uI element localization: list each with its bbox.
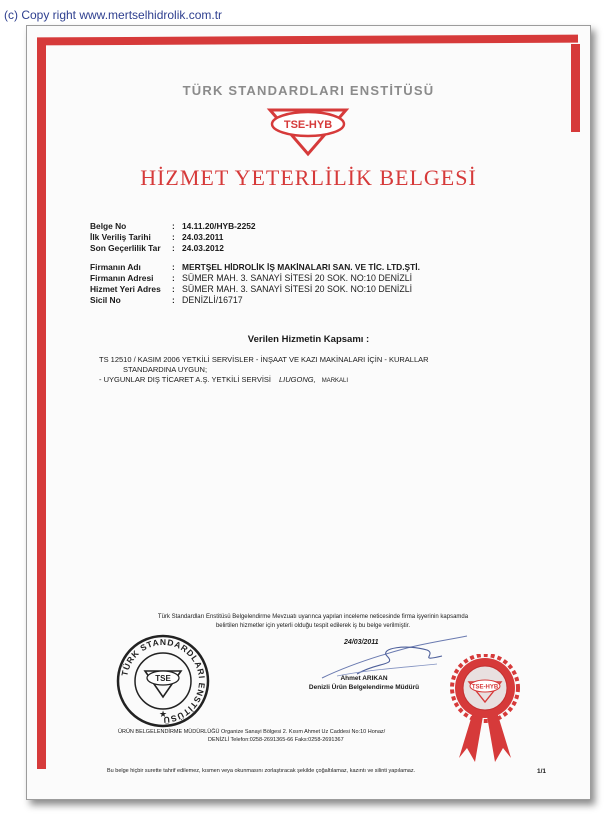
info-value: 14.11.20/HYB-2252 <box>182 221 256 231</box>
signer-title: Denizli Ürün Belgelendirme Müdürü <box>308 684 420 691</box>
info-colon: : <box>172 273 175 283</box>
info-colon: : <box>172 243 175 253</box>
scope-line-2: STANDARDINA UYGUN; <box>123 365 208 374</box>
page-number: 1/1 <box>537 768 547 775</box>
info-row-sicil-no <box>90 295 420 306</box>
red-rosette-seal <box>445 654 525 764</box>
certificate-info <box>90 221 420 306</box>
certificate-title: HİZMET YETERLİLİK BELGESİ <box>140 165 477 190</box>
info-value: SÜMER MAH. 3. SANAYİ SİTESİ 20 SOK. NO:10 DENİZLİ <box>182 273 413 283</box>
signer-name: Ahmet ARIKAN <box>340 675 388 682</box>
info-row-firma-adi <box>90 262 420 273</box>
address-line-2: DENİZLİ Telefon:0258-2691365-66 Faks:0258-2691367 <box>208 737 344 743</box>
footer-notice: Bu belge hiçbir surette tahrif edilemez, kısmen veya okunmasını zorlaştıracak şekilde çoğaltılamaz, kazıntı ve silinti yapılamaz. <box>107 768 416 774</box>
scope-line-1: TS 12510 / KASIM 2006 YETKİLİ SERVİSLER - İNŞAAT VE KAZI MAKİNALARI İÇİN - KURALLAR <box>99 355 429 364</box>
info-value: 24.03.2011 <box>182 232 224 242</box>
certificate-document <box>26 25 591 800</box>
info-label: Firmanın Adresi <box>90 273 154 283</box>
office-address <box>118 728 488 744</box>
scope-brand-note: MARKALI <box>321 378 349 384</box>
red-left-band <box>37 44 46 769</box>
info-colon: : <box>172 284 175 294</box>
info-row-son-gecerlilik <box>90 243 420 254</box>
legal-line-1: Türk Standardları Enstitüsü Belgelendirme Mevzuatı uyarınca yapılan inceleme neticesinde firma işyerinin kapsamda <box>157 614 469 620</box>
service-scope <box>99 355 539 386</box>
info-colon: : <box>172 221 175 231</box>
official-stamp <box>115 633 211 729</box>
legal-line-2: belirtilen hizmetler için yeterli olduğu tespit edilerek iş bu belge verilmiştir. <box>215 623 411 629</box>
address-line-1: ÜRÜN BELGELENDİRME MÜDÜRLÜĞÜ Organize Sanayi Bölgesi 2. Kısım Ahmet Uz Caddesi No:10 Honaz/ <box>118 729 386 735</box>
institute-name: TÜRK STANDARDLARI ENSTİTÜSÜ <box>182 83 435 98</box>
info-label: Belge No <box>90 221 127 231</box>
signer-block <box>279 674 449 692</box>
info-label: İlk Veriliş Tarihi <box>90 232 151 242</box>
info-value: SÜMER MAH. 3. SANAYİ SİTESİ 20 SOK. NO:10 DENİZLİ <box>182 284 413 294</box>
scope-heading: Verilen Hizmetin Kapsamı : <box>247 334 370 345</box>
info-colon: : <box>172 232 175 242</box>
info-row-hizmet-yeri <box>90 284 420 295</box>
info-value: DENİZLİ/16717 <box>182 295 243 305</box>
info-label: Sicil No <box>90 295 121 305</box>
scope-line-3-text: - UYGUNLAR DIŞ TİCARET A.Ş. YETKİLİ SERVİSİ <box>99 375 271 384</box>
issue-date: 24/03/2011 <box>344 639 379 646</box>
stamp-center-text: TSE <box>155 674 171 683</box>
rosette-text: TSE-HYB <box>471 684 499 691</box>
info-colon: : <box>172 295 175 305</box>
stamp-star-icon: ★ <box>158 709 168 719</box>
info-label: Hizmet Yeri Adres <box>90 284 161 294</box>
scope-brand: LIUGONG, <box>279 375 316 384</box>
logo-text: TSE-HYB <box>283 119 333 131</box>
info-colon: : <box>172 262 175 272</box>
spacer <box>90 254 420 262</box>
stamp-ring-text: TÜRK STANDARDLARI ENSTİTÜSÜ <box>119 636 208 726</box>
tse-hyb-logo <box>260 102 356 158</box>
info-row-ilk-verilis <box>90 232 420 243</box>
copyright-text[interactable]: (c) Copy right www.mertselhidrolik.com.tr <box>4 8 223 22</box>
info-row-firma-adresi <box>90 273 420 284</box>
info-label: Firmanın Adı <box>90 262 141 272</box>
red-top-band <box>37 35 578 46</box>
info-value: MERTŞEL HİDROLİK İŞ MAKİNALARI SAN. VE TİC. LTD.ŞTİ. <box>182 262 420 272</box>
info-value: 24.03.2012 <box>182 243 224 253</box>
scope-line-3 <box>99 375 539 386</box>
info-row-belge-no <box>90 221 420 232</box>
info-label: Son Geçerlilik Tar <box>90 243 161 253</box>
